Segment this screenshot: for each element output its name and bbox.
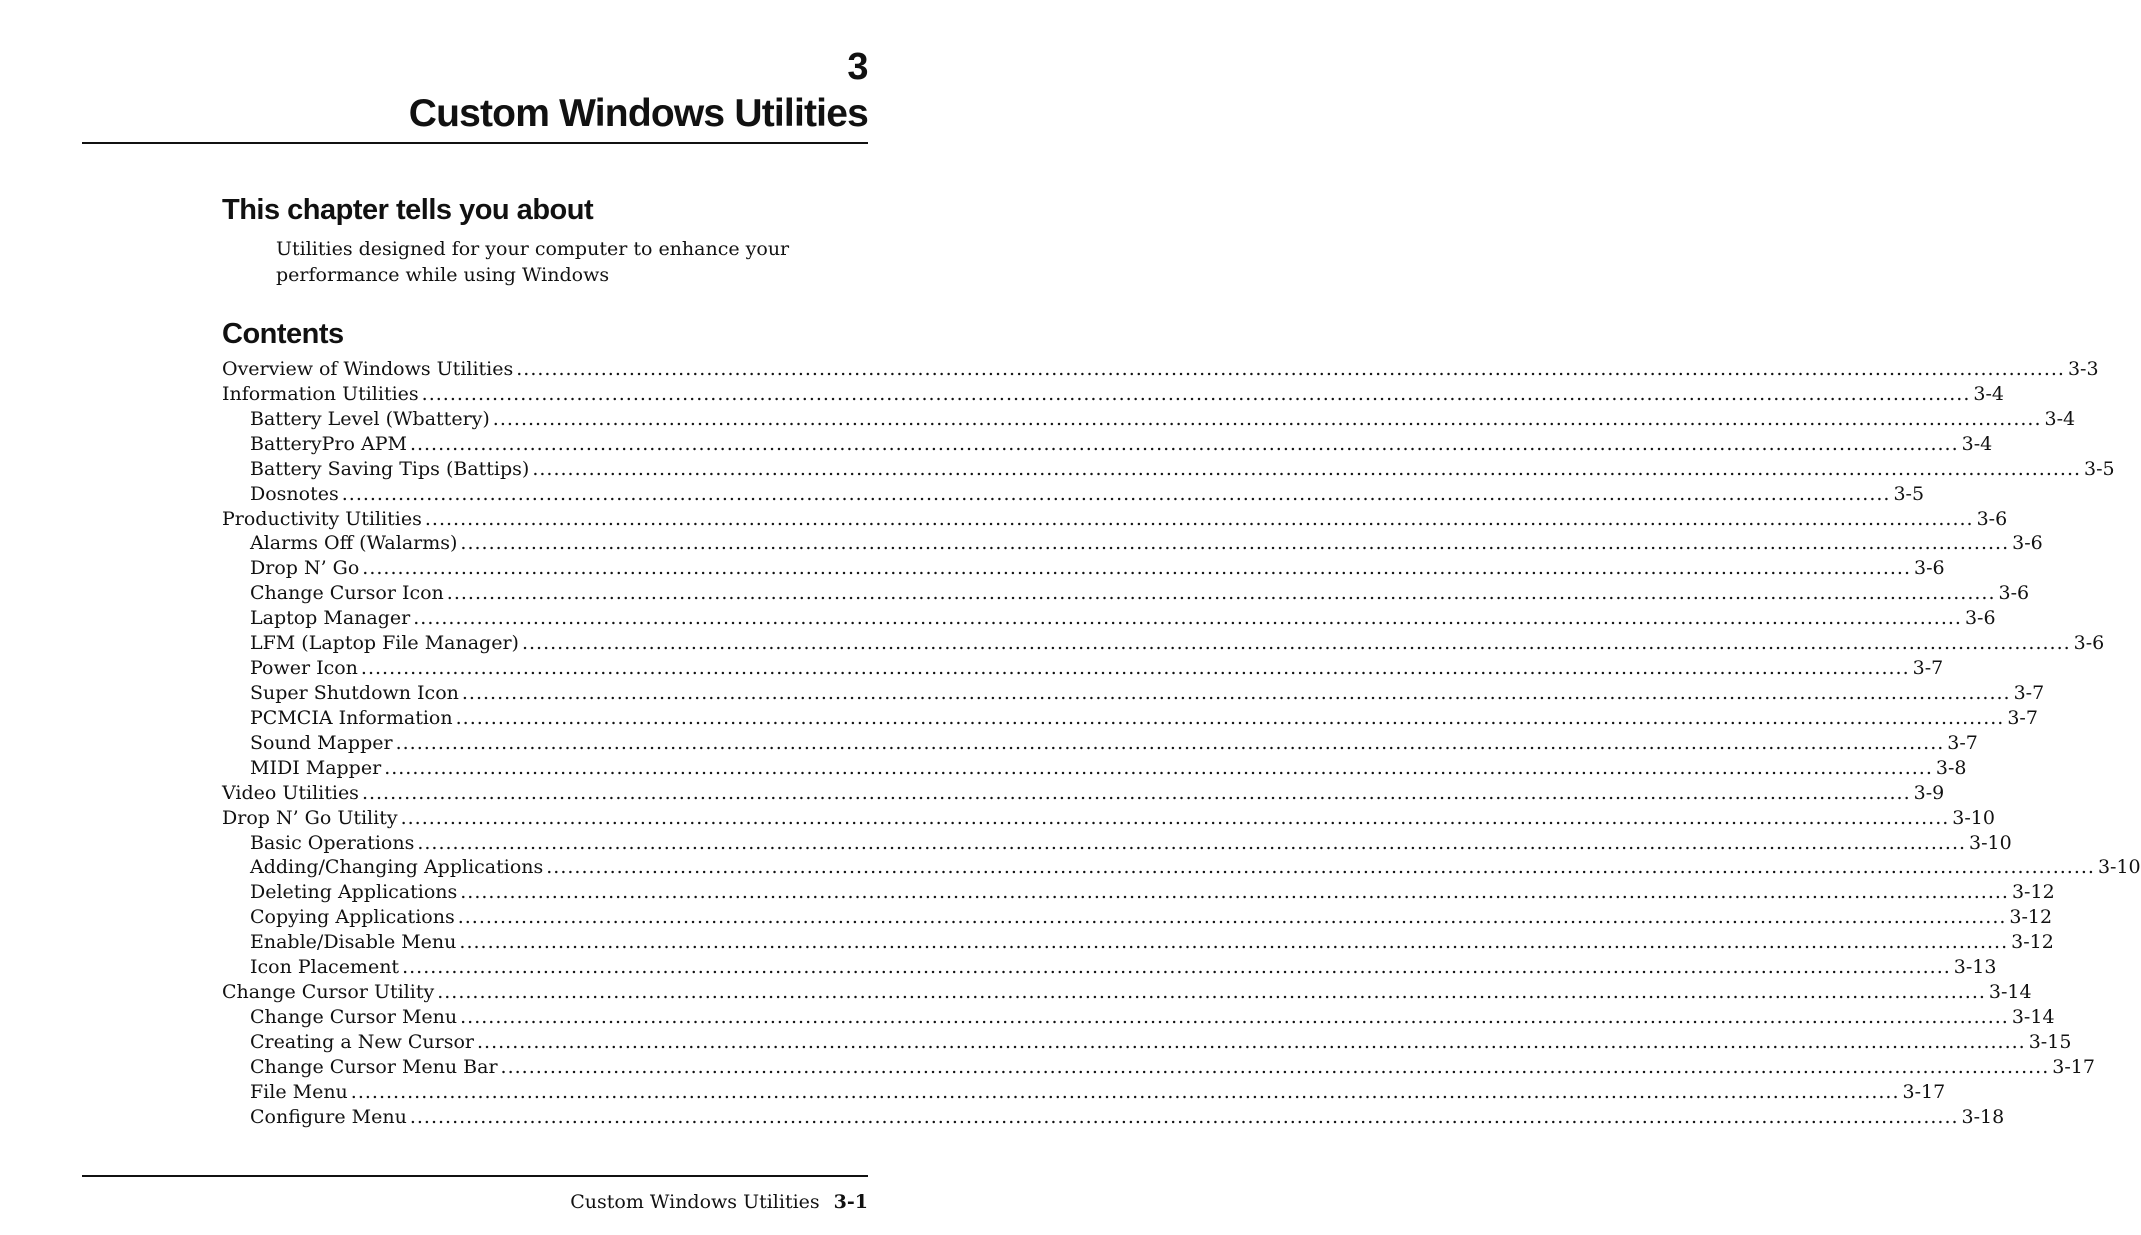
toc-entry — [222, 507, 2008, 532]
toc-entry — [222, 855, 2141, 880]
toc-entry — [222, 407, 2076, 432]
toc-entry — [222, 457, 2115, 482]
toc-entry — [222, 880, 2055, 905]
toc-dot-leader: ............................................................................................................................................................................................................................ — [395, 731, 1945, 754]
toc-entry-title: Dosnotes — [250, 482, 339, 505]
toc-dot-leader: ............................................................................................................................................................................................................................ — [500, 1055, 2050, 1078]
toc-entry — [222, 930, 2054, 955]
toc-dot-leader: ............................................................................................................................................................................................................................ — [460, 532, 2010, 555]
toc-entry-page: 3-3 — [2067, 358, 2099, 380]
toc-entry-page: 3-10 — [2097, 856, 2141, 879]
toc-entry-title: Change Cursor Menu — [250, 1005, 458, 1028]
toc-entry-title: Basic Operations — [250, 831, 415, 854]
toc-entry-title: Creating a New Cursor — [250, 1030, 475, 1053]
toc-entry-page: 3-6 — [1913, 557, 1945, 580]
toc-entry-title: Icon Placement — [250, 956, 400, 979]
toc-entry-title: Super Shutdown Icon — [250, 681, 459, 704]
toc-entry — [222, 1055, 2095, 1080]
toc-entry-title: Battery Level (Wbattery) — [250, 407, 490, 430]
toc-dot-leader: ............................................................................................................................................................................................................................ — [492, 407, 2042, 430]
toc-entry-title: Enable/Disable Menu — [250, 931, 457, 954]
toc-entry-title: Drop N’ Go — [250, 557, 360, 580]
toc-dot-leader: ............................................................................................................................................................................................................................ — [350, 1080, 1900, 1103]
chapter-title: Custom Windows Utilities — [408, 92, 868, 135]
toc-dot-leader: ............................................................................................................................................................................................................................ — [521, 632, 2071, 655]
footer-page-number: 3-1 — [833, 1191, 868, 1213]
table-of-contents — [222, 357, 2141, 1130]
toc-entry — [222, 756, 1967, 781]
toc-entry — [222, 357, 2099, 382]
toc-dot-leader: ............................................................................................................................................................................................................................ — [460, 1005, 2009, 1028]
toc-entry-page: 3-5 — [1893, 482, 1925, 505]
about-line: performance while using Windows — [276, 264, 610, 286]
toc-dot-leader: ............................................................................................................................................................................................................................ — [424, 507, 1974, 530]
toc-entry — [222, 656, 1944, 681]
about-line: Utilities designed for your computer to enhance your — [276, 238, 790, 260]
toc-entry-page: 3-6 — [1964, 607, 1996, 630]
toc-entry-page: 3-7 — [2007, 706, 2038, 729]
toc-entry-title: BatteryPro APM — [250, 432, 407, 455]
toc-dot-leader: ............................................................................................................................................................................................................................ — [409, 432, 1959, 455]
toc-dot-leader: ............................................................................................................................................................................................................................ — [437, 981, 1986, 1004]
toc-entry — [222, 581, 2030, 606]
toc-dot-leader: ............................................................................................................................................................................................................................ — [516, 358, 2065, 380]
toc-entry — [222, 606, 1996, 631]
toc-entry-title: Information Utilities — [222, 382, 419, 405]
toc-dot-leader: ............................................................................................................................................................................................................................ — [421, 382, 1971, 405]
toc-dot-leader: ............................................................................................................................................................................................................................ — [417, 831, 1967, 854]
toc-entry — [222, 1105, 2005, 1130]
toc-entry-page: 3-14 — [1988, 981, 2032, 1004]
toc-dot-leader: ............................................................................................................................................................................................................................ — [446, 582, 1996, 605]
toc-entry-title: Sound Mapper — [250, 731, 393, 754]
footer-title: Custom Windows Utilities — [570, 1191, 820, 1213]
chapter-number: 3 — [847, 46, 868, 88]
toc-entry — [222, 1080, 1946, 1105]
toc-entry-title: Video Utilities — [222, 781, 359, 804]
toc-entry — [222, 831, 2012, 856]
toc-dot-leader: ............................................................................................................................................................................................................................ — [402, 956, 1951, 979]
toc-entry-page: 3-6 — [1998, 582, 2030, 605]
toc-dot-leader: ............................................................................................................................................................................................................................ — [457, 906, 2007, 929]
toc-entry-title: File Menu — [250, 1080, 348, 1103]
toc-entry-title: Deleting Applications — [250, 881, 458, 904]
toc-entry-page: 3-6 — [1976, 507, 2008, 530]
toc-entry-title: Change Cursor Menu Bar — [250, 1055, 498, 1078]
toc-entry — [222, 980, 2032, 1005]
toc-entry-page: 3-12 — [2011, 881, 2055, 904]
about-text — [276, 236, 856, 288]
toc-entry — [222, 531, 2043, 556]
toc-dot-leader: ............................................................................................................................................................................................................................ — [413, 607, 1962, 630]
toc-entry-page: 3-14 — [2011, 1005, 2055, 1028]
toc-entry-title: Power Icon — [250, 657, 358, 680]
toc-entry-page: 3-17 — [2052, 1055, 2095, 1078]
toc-dot-leader: ............................................................................................................................................................................................................................ — [341, 482, 1891, 505]
toc-entry — [222, 955, 1997, 980]
toc-entry-page: 3-13 — [1953, 956, 1997, 979]
toc-entry-page: 3-4 — [1973, 382, 2004, 405]
toc-entry-page: 3-10 — [1952, 806, 1995, 829]
toc-entry-title: LFM (Laptop File Manager) — [250, 632, 519, 655]
toc-dot-leader: ............................................................................................................................................................................................................................ — [362, 557, 1911, 580]
toc-entry-page: 3-17 — [1902, 1080, 1946, 1103]
toc-entry-page: 3-7 — [1912, 657, 1944, 680]
toc-entry-page: 3-15 — [2028, 1030, 2072, 1053]
toc-dot-leader: ............................................................................................................................................................................................................................ — [477, 1030, 2026, 1053]
toc-entry-page: 3-12 — [2011, 931, 2054, 954]
toc-entry — [222, 432, 1993, 457]
toc-entry-page: 3-5 — [2084, 457, 2115, 480]
toc-dot-leader: ............................................................................................................................................................................................................................ — [461, 681, 2011, 704]
toc-dot-leader: ............................................................................................................................................................................................................................ — [360, 657, 1910, 680]
footer-rule — [82, 1175, 868, 1177]
toc-entry — [222, 556, 1945, 581]
toc-entry-page: 3-18 — [1961, 1105, 2005, 1128]
toc-entry-page: 3-7 — [2013, 681, 2045, 704]
toc-entry — [222, 781, 1945, 806]
toc-entry-title: Battery Saving Tips (Battips) — [250, 457, 530, 480]
toc-entry-page: 3-8 — [1935, 756, 1967, 779]
toc-dot-leader: ............................................................................................................................................................................................................................ — [532, 457, 2082, 480]
page-footer — [570, 1188, 868, 1216]
toc-dot-leader: ............................................................................................................................................................................................................................ — [459, 931, 2009, 954]
toc-dot-leader: ............................................................................................................................................................................................................................ — [361, 781, 1911, 804]
about-heading: This chapter tells you about — [222, 194, 594, 226]
toc-entry — [222, 1030, 2072, 1055]
toc-entry-title: PCMCIA Information — [250, 706, 453, 729]
toc-entry-title: Configure Menu — [250, 1105, 407, 1128]
toc-entry-page: 3-4 — [2044, 407, 2076, 430]
toc-entry-title: Alarms Off (Walarms) — [250, 532, 458, 555]
toc-entry-title: Copying Applications — [250, 906, 455, 929]
toc-entry-page: 3-12 — [2009, 906, 2053, 929]
toc-dot-leader: ............................................................................................................................................................................................................................ — [546, 856, 2095, 879]
toc-entry-page: 3-10 — [1969, 831, 2012, 854]
toc-entry — [222, 806, 1995, 831]
toc-entry — [222, 382, 2004, 407]
toc-entry-page: 3-4 — [1961, 432, 1993, 455]
toc-entry-page: 3-6 — [2012, 532, 2043, 555]
toc-dot-leader: ............................................................................................................................................................................................................................ — [400, 806, 1950, 829]
toc-dot-leader: ............................................................................................................................................................................................................................ — [384, 756, 1933, 779]
toc-entry-title: Change Cursor Icon — [250, 582, 444, 605]
toc-entry-page: 3-6 — [2073, 632, 2105, 655]
toc-entry-title: Drop N’ Go Utility — [222, 806, 398, 829]
toc-entry-title: MIDI Mapper — [250, 756, 382, 779]
toc-dot-leader: ............................................................................................................................................................................................................................ — [460, 881, 2009, 904]
toc-entry — [222, 905, 2053, 930]
toc-entry — [222, 631, 2105, 656]
toc-dot-leader: ............................................................................................................................................................................................................................ — [455, 706, 2005, 729]
toc-entry — [222, 482, 1925, 507]
toc-entry-title: Productivity Utilities — [222, 507, 422, 530]
toc-entry-title: Change Cursor Utility — [222, 981, 435, 1004]
toc-entry-title: Overview of Windows Utilities — [222, 358, 514, 380]
toc-entry-title: Laptop Manager — [250, 607, 411, 630]
contents-heading: Contents — [222, 318, 344, 350]
toc-dot-leader: ............................................................................................................................................................................................................................ — [409, 1105, 1959, 1128]
toc-entry-page: 3-7 — [1947, 731, 1978, 754]
toc-entry — [222, 706, 2038, 731]
toc-entry — [222, 731, 1978, 756]
toc-entry — [222, 681, 2045, 706]
toc-entry-title: Adding/Changing Applications — [250, 856, 544, 879]
header-rule — [82, 142, 868, 144]
toc-entry — [222, 1005, 2055, 1030]
toc-entry-page: 3-9 — [1913, 781, 1945, 804]
